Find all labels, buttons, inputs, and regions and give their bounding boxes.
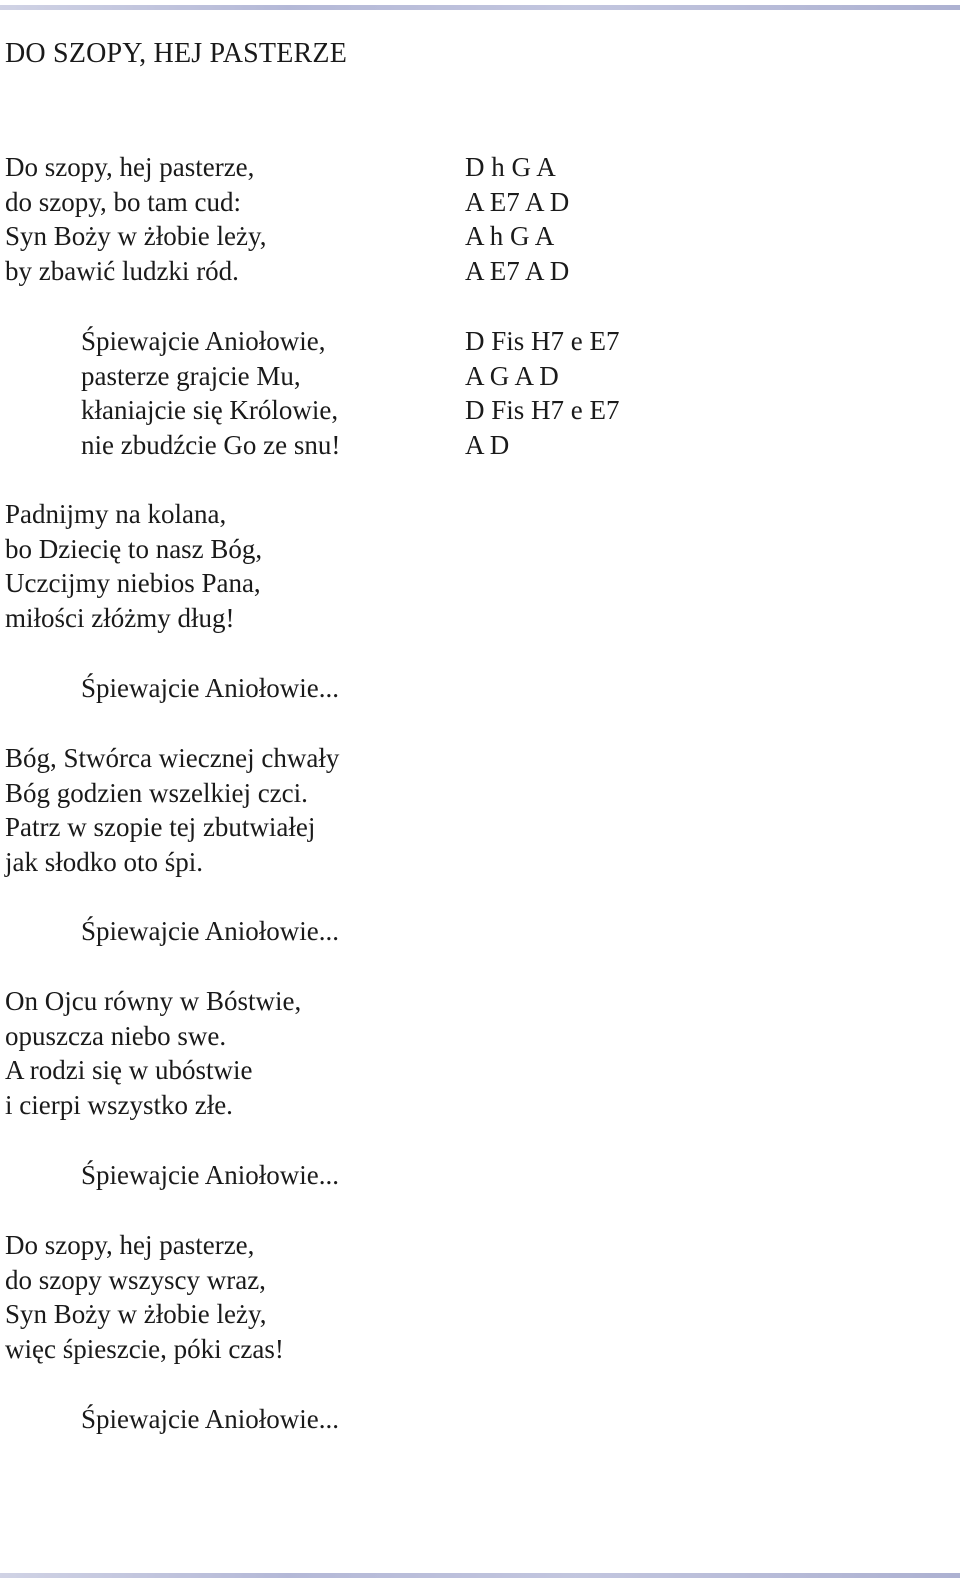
refrain-repeat-2 bbox=[81, 914, 339, 949]
bottom-decorative-rule bbox=[0, 1573, 960, 1578]
refrain-repeat-1 bbox=[81, 671, 339, 706]
lyric-line: i cierpi wszystko złe. bbox=[5, 1089, 233, 1120]
lyric-line: Śpiewajcie Aniołowie, bbox=[81, 326, 326, 356]
lyric-line: Patrz w szopie tej zbutwiałej bbox=[5, 812, 316, 842]
verse-1-chords bbox=[465, 150, 569, 288]
lyric-line: Syn Boży w żłobie leży, bbox=[5, 221, 267, 251]
chord-line: D h G A bbox=[465, 152, 556, 182]
lyric-line: Syn Boży w żłobie leży, bbox=[5, 1299, 267, 1329]
chord-line: A G A D bbox=[465, 360, 559, 391]
lyric-line: więc śpieszcie, póki czas! bbox=[5, 1333, 284, 1364]
verse-5-lyrics bbox=[5, 1228, 284, 1366]
lyric-line: pasterze grajcie Mu, bbox=[81, 360, 301, 391]
lyric-line: jak słodko oto śpi. bbox=[5, 846, 204, 877]
lyric-line: do szopy, bo tam cud: bbox=[5, 186, 241, 217]
chord-line: A h G A bbox=[465, 221, 555, 251]
verse-1-lyrics bbox=[5, 150, 266, 288]
refrain-repeat-line: Śpiewajcie Aniołowie... bbox=[81, 1160, 339, 1190]
verse-4-lyrics bbox=[5, 984, 301, 1122]
lyric-line: On Ojcu równy w Bóstwie, bbox=[5, 986, 302, 1016]
chord-line: A D bbox=[465, 429, 510, 460]
song-title: DO SZOPY, HEJ PASTERZE bbox=[5, 38, 348, 69]
lyric-line: A rodzi się w ubóstwie bbox=[5, 1055, 253, 1085]
refrain-lyrics bbox=[81, 324, 340, 462]
refrain-repeat-line: Śpiewajcie Aniołowie... bbox=[81, 916, 339, 946]
chord-line: D Fis H7 e E7 bbox=[465, 326, 620, 356]
lyric-line: Do szopy, hej pasterze, bbox=[5, 152, 255, 182]
chord-line: D Fis H7 e E7 bbox=[465, 395, 620, 425]
lyric-line: bo Dziecię to nasz Bóg, bbox=[5, 533, 263, 564]
refrain-repeat-3 bbox=[81, 1158, 339, 1193]
chord-line: A E7 A D bbox=[465, 186, 570, 217]
lyric-line: nie zbudźcie Go ze snu! bbox=[81, 429, 341, 460]
lyric-line: kłaniajcie się Królowie, bbox=[81, 395, 339, 425]
refrain-repeat-line: Śpiewajcie Aniołowie... bbox=[81, 673, 339, 703]
verse-3-lyrics bbox=[5, 741, 339, 879]
lyric-line: do szopy wszyscy wraz, bbox=[5, 1264, 266, 1295]
lyric-line: Padnijmy na kolana, bbox=[5, 499, 227, 529]
lyric-line: Bóg godzien wszelkiej czci. bbox=[5, 777, 308, 808]
lyric-line: Uczcijmy niebios Pana, bbox=[5, 568, 261, 598]
chord-line: A E7 A D bbox=[465, 255, 570, 286]
lyric-line: opuszcza niebo swe. bbox=[5, 1020, 227, 1051]
lyric-line: miłości złóżmy dług! bbox=[5, 602, 235, 633]
refrain-repeat-4 bbox=[81, 1402, 339, 1437]
verse-2-lyrics bbox=[5, 497, 262, 635]
lyric-line: Do szopy, hej pasterze, bbox=[5, 1230, 255, 1260]
lyric-line: Bóg, Stwórca wiecznej chwały bbox=[5, 743, 340, 773]
refrain-repeat-line: Śpiewajcie Aniołowie... bbox=[81, 1404, 339, 1434]
top-decorative-rule bbox=[0, 5, 960, 10]
lyric-line: by zbawić ludzki ród. bbox=[5, 255, 239, 286]
refrain-chords bbox=[465, 324, 620, 462]
